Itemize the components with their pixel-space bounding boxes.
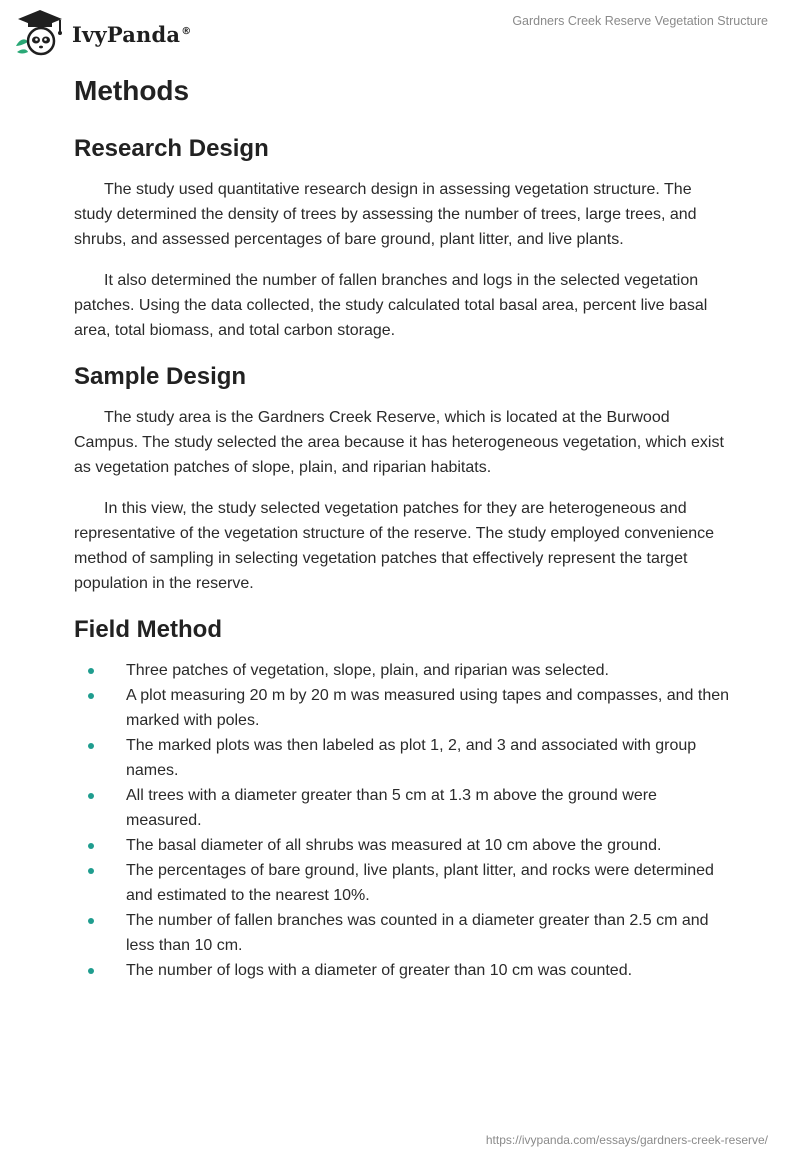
bullet-icon [88,793,94,799]
list-item [74,733,734,783]
list-item [74,658,734,683]
paragraph: It also determined the number of fallen branches and logs in the selected vegetation patches. Using the data collected, the study calculated total basal area, percent live basal area, total biomass, and total carbon storage. [74,272,708,339]
page-title: Methods [74,75,190,106]
logo-text [72,22,191,47]
section-sample-design [74,359,734,596]
section-heading: Field Method [74,616,222,643]
list-item [74,858,734,908]
section-research-design [74,131,734,343]
list-item-text: The marked plots was then labeled as plot 1, 2, and 3 and associated with group names. [126,737,697,779]
list-item-text: The percentages of bare ground, live plants, plant litter, and rocks were determined and estimated to the nearest 10%. [126,862,714,904]
bullet-icon [88,693,94,699]
list-item [74,783,734,833]
document-title: Gardners Creek Reserve Vegetation Structure [512,14,768,28]
list-item-text: All trees with a diameter greater than 5 cm at 1.3 m above the ground were measured. [126,787,657,829]
section-heading: Research Design [74,135,269,162]
list-item-text: The number of fallen branches was counted in a diameter greater than 2.5 cm and less than 10 cm. [126,912,709,954]
bullet-icon [88,668,94,674]
bullet-icon [88,843,94,849]
list-item [74,683,734,733]
list-item-text: Three patches of vegetation, slope, plain, and riparian was selected. [126,662,609,679]
list-item-text: The basal diameter of all shrubs was measured at 10 cm above the ground. [126,837,662,854]
bullet-icon [88,968,94,974]
source-url[interactable]: https://ivypanda.com/essays/gardners-creek-reserve/ [485,1133,768,1147]
registered-mark: ® [181,25,192,37]
paragraph: In this view, the study selected vegetation patches for they are heterogeneous and representative of the vegetation structure of the reserve. The study employed convenience method of sampling in selecting vegetation patches that effectively represent the target population in the reserve. [74,500,715,592]
paragraph: The study used quantitative research design in assessing vegetation structure. The study determined the density of trees by assessing the number of trees, large trees, and shrubs, and assessed percentages of bare ground, plant litter, and live plants. [74,181,697,248]
bullet-icon [88,918,94,924]
ivypanda-logo[interactable] [14,8,191,56]
field-method-list [74,658,734,983]
bullet-icon [88,743,94,749]
list-item-text: A plot measuring 20 m by 20 m was measured using tapes and compasses, and then marked with poles. [126,687,730,729]
list-item-text: The number of logs with a diameter of greater than 10 cm was counted. [126,962,633,979]
bullet-icon [88,868,94,874]
list-item [74,958,734,983]
logo-text-label: IvyPanda [72,21,181,47]
page-header [0,0,800,62]
panda-logo-icon [14,8,66,56]
section-heading: Sample Design [74,363,247,390]
main-content [74,70,734,983]
list-item [74,833,734,858]
section-field-method [74,612,734,983]
list-item [74,908,734,958]
paragraph: The study area is the Gardners Creek Reserve, which is located at the Burwood Campus. The study selected the area because it has heterogeneous vegetation, which exist as vegetation patches of slope, plain, and riparian habitats. [74,409,724,476]
